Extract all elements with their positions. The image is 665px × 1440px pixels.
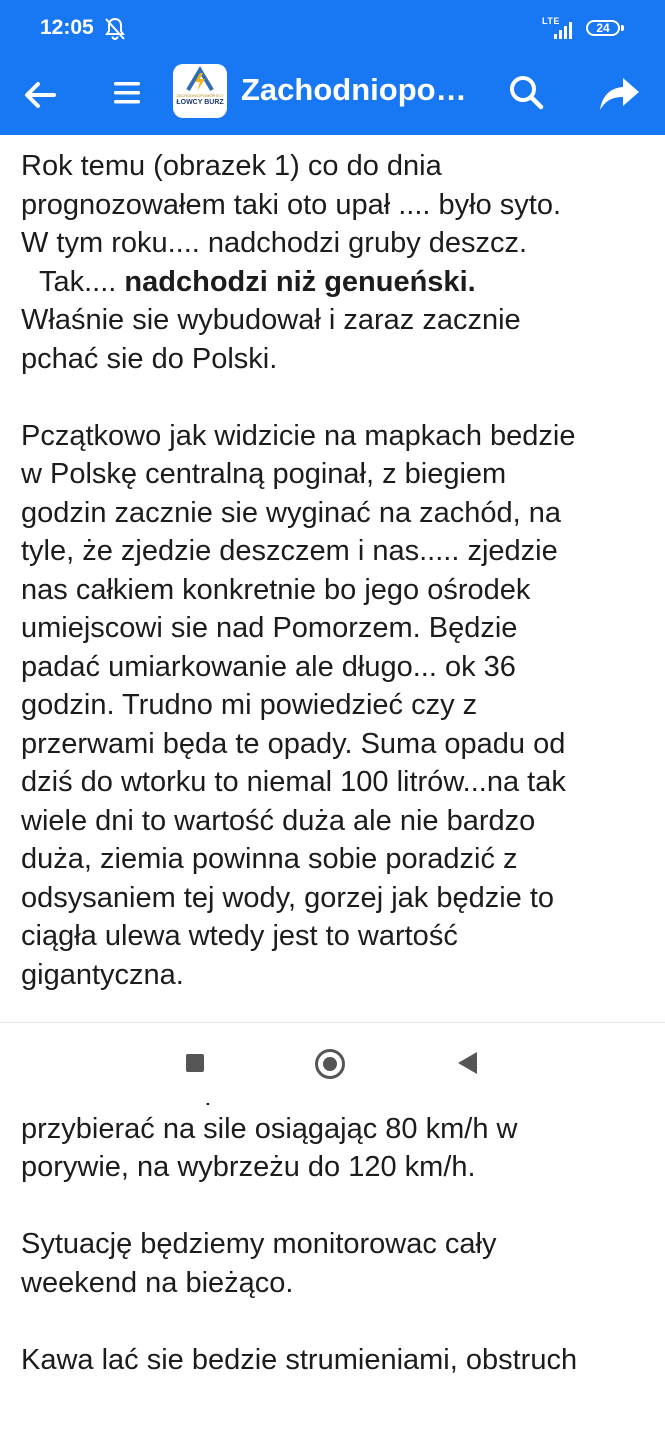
post-text: Tak....: [39, 265, 125, 298]
recents-square-icon[interactable]: [186, 1054, 204, 1072]
status-bar: [0, 0, 665, 58]
battery-cap: [621, 25, 624, 31]
group-title[interactable]: Zachodniopo…: [241, 72, 467, 107]
battery-icon: [586, 20, 620, 36]
network-type: LTE: [542, 16, 560, 26]
post-line: Właśnie sie wybudował i zaraz zacznie: [21, 304, 521, 336]
app-bar: [0, 58, 665, 135]
back-arrow-icon[interactable]: [20, 75, 60, 115]
status-time: 12:05: [40, 16, 94, 39]
post-line: gigantyczna.: [21, 958, 184, 991]
post-line: padać umiarkowanie ale długo... ok 36: [21, 650, 516, 683]
bell-off-icon: [104, 17, 126, 41]
post-line: przybierać na sile osiągając 80 km/h w: [21, 1112, 518, 1145]
share-icon[interactable]: [597, 74, 641, 114]
group-logo[interactable]: [173, 64, 227, 118]
post-line: umiejscowi sie nad Pomorzem. Będzie: [21, 612, 518, 644]
post-body: [21, 147, 651, 1376]
post-bold-text: nadchodzi niż genueński.: [124, 265, 476, 298]
search-icon[interactable]: [506, 72, 546, 112]
post-line: ciągła ulewa wtedy jest to wartość: [21, 920, 458, 952]
post-line: porywie, na wybrzeżu do 120 km/h.: [21, 1151, 476, 1183]
post-line: weekend na bieżąco.: [21, 1266, 294, 1299]
post-line: dziś do wtorku to niemal 100 litrów...na tak: [21, 766, 566, 798]
post-line: nas całkiem konkretnie bo jego ośrodek: [21, 573, 531, 606]
post-line: odsysaniem tej wody, gorzej jak będzie to: [21, 881, 555, 914]
post-line: duża, ziemia powinna sobie poradzić z: [21, 843, 518, 875]
post-line: godzin. Trudno mi powiedzieć czy z: [21, 689, 478, 721]
post-line: w Polskę centralną poginał, z biegiem: [21, 458, 507, 490]
logo-text: ŁOWCY BURZ: [176, 99, 224, 106]
post-line: godzin zacznie sie wyginać na zachód, na: [21, 496, 562, 529]
system-nav-bar: [0, 1022, 665, 1103]
home-circle-icon[interactable]: [315, 1049, 345, 1079]
post-line: [21, 263, 651, 302]
post-line: Sytuację będziemy monitorowac cały: [21, 1228, 497, 1260]
post-line: Pczątkowo jak widzicie na mapkach bedzie: [21, 419, 576, 452]
logo-subtext: ZACHODNIOPOMORSCY: [176, 93, 224, 98]
post-line: prognozowałem taki oto upał .... było syto.: [21, 188, 562, 221]
post-line: Rok temu (obrazek 1) co do dnia: [21, 150, 442, 182]
post-line: wiele dni to wartość duża ale nie bardzo: [21, 804, 536, 837]
back-triangle-icon[interactable]: [458, 1052, 477, 1074]
post-line: W tym roku.... nadchodzi gruby deszcz.: [21, 227, 528, 259]
post-line: przerwami będa te opady. Suma opadu od: [21, 727, 566, 760]
post-line: tyle, że zjedzie deszczem i nas..... zjedzie: [21, 535, 558, 567]
post-line: Kawa lać sie bedzie strumieniami, obstruch: [21, 1343, 578, 1376]
menu-icon[interactable]: [112, 78, 142, 108]
battery-level: 24: [596, 21, 610, 35]
post-line: pchać sie do Polski.: [21, 342, 278, 375]
signal-icon: [538, 16, 580, 42]
